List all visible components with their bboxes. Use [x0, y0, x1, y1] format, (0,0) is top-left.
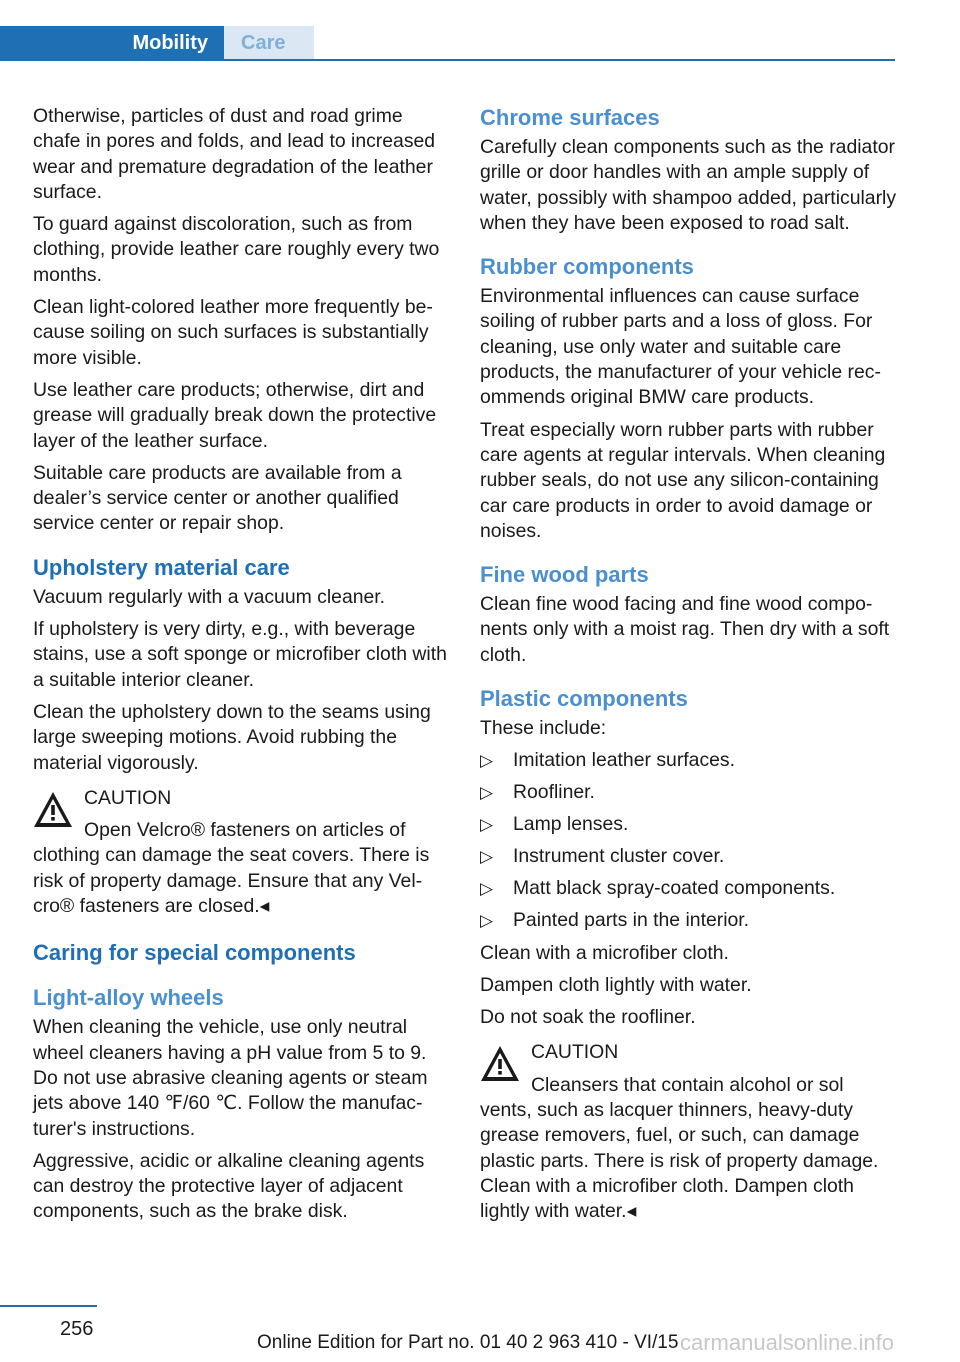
triangle-right-icon: ▷ [480, 783, 494, 803]
upholstery-paragraph-2: If upholstery is very dirty, e.g., with beverage stains, use a soft sponge or microfiber cloth with a suitable interior cleaner. [33, 618, 447, 691]
upholstery-paragraph-3: Clean the upholstery down to the seams using large sweeping motions. Avoid rubbing the material vigorously. [33, 700, 431, 774]
chrome-surfaces-heading: Chrome surfaces [480, 105, 660, 130]
list-item: ▷ Matt black spray-coated components. [480, 876, 898, 901]
list-item: ▷ Instrument cluster cover. [480, 844, 898, 869]
caution-text-line-1: Cleansers that contain alcohol or sol [531, 1073, 844, 1096]
leather-paragraph-2: To guard against discoloration, such as from clothing, provide leather care roughly every two months. [33, 213, 440, 286]
light-alloy-wheels-heading: Light-alloy wheels [33, 985, 224, 1011]
triangle-right-icon: ▷ [480, 879, 494, 899]
caution-box-cleansers [480, 1040, 898, 1224]
list-item: ▷ Roofliner. [480, 780, 898, 805]
caution-title: CAUTION [84, 786, 172, 809]
wheels-paragraph-1: When cleaning the vehicle, use only neutral wheel cleaners having a pH value from 5 to 9. Do not use abrasive cleaning agents or steam jets above 140 ℉/60 ℃. Follow the manufacturer's instructions. [33, 1016, 428, 1140]
caution-text: clothing can damage the seat covers. There is risk of property damage. Ensure that any Velcro® fasteners are closed.◂ [33, 844, 430, 918]
page-number: 256 [60, 1318, 94, 1340]
triangle-right-icon: ▷ [480, 911, 494, 931]
list-item: ▷ Imitation leather surfaces. [480, 748, 898, 773]
leather-paragraph-3: Clean light-colored leather more frequently because soiling on such surfaces is substantially more visible. [33, 296, 433, 369]
caution-box-velcro [33, 786, 451, 919]
wheels-paragraph-2: Aggressive, acidic or alkaline cleaning agents can destroy the protective layer of adjacent components, such as the brake disk. [33, 1149, 425, 1223]
rubber-paragraph-2: Treat especially worn rubber parts with rubber care agents at regular intervals. When cleaning rubber seals, do not use any silicon-containing car care products in order to avoid damage or noises. [480, 418, 886, 542]
triangle-right-icon: ▷ [480, 847, 494, 867]
fine-wood-heading: Fine wood parts [480, 562, 649, 588]
leather-paragraph-5: Suitable care products are available from a dealer’s service center or another qualified service center or repair shop. [33, 461, 402, 535]
triangle-right-icon: ▷ [480, 815, 494, 835]
triangle-right-icon: ▷ [480, 751, 494, 771]
tab-mobility[interactable]: Mobility [0, 26, 224, 61]
wood-paragraph-1: Clean fine wood facing and fine wood components only with a moist rag. Then dry with a soft cloth. [480, 593, 890, 666]
leather-paragraph-1: Otherwise, particles of dust and road grime chafe in pores and folds, and lead to increased wear and premature degradation of the leather surface. [33, 105, 436, 203]
plastic-list [480, 748, 898, 933]
warning-triangle-icon [480, 1044, 520, 1084]
plastic-components-heading: Plastic components [480, 686, 688, 712]
plastic-paragraph-1: Clean with a microfiber cloth. [480, 941, 729, 964]
plastic-paragraph-3: Do not soak the roofliner. [480, 1006, 696, 1029]
watermark: carmanualsonline.info [680, 1330, 895, 1355]
upholstery-heading: Upholstery material care [33, 554, 290, 580]
left-column [33, 104, 451, 1232]
caution-text: vents, such as lacquer thinners, heavy-duty grease removers, fuel, or such, can damage plastic parts. There is risk of property damage. Clean with a microfiber cloth. Dampen cloth lightly with water.◂ [480, 1099, 879, 1223]
upholstery-paragraph-1: Vacuum regularly with a vacuum cleaner. [33, 585, 386, 608]
list-item: ▷ Painted parts in the interior. [480, 908, 898, 933]
list-item: ▷ Lamp lenses. [480, 812, 898, 837]
header-rule [0, 59, 895, 61]
plastic-paragraph-2: Dampen cloth lightly with water. [480, 973, 752, 996]
caution-text-line-1: Open Velcro® fasteners on articles of [84, 819, 406, 842]
tab-care[interactable]: Care [224, 26, 314, 61]
rubber-paragraph-1: Environmental influences can cause surface soiling of rubber parts and a loss of gloss. For cleaning, use only water and suitable care products, the manufacturer of your vehicle recommends original BMW care products. [480, 285, 881, 409]
chapter-tabs [0, 26, 895, 62]
edition-line: Online Edition for Part no. 01 40 2 963 410 - VI/15 [257, 1332, 679, 1353]
footer-rule [0, 1305, 97, 1307]
special-components-heading: Caring for special components [33, 940, 356, 966]
chrome-paragraph-1: Carefully clean components such as the radiator grille or door handles with an ample supply of water, possibly with shampoo added, particularly when they have been exposed to road salt. [480, 136, 897, 234]
warning-triangle-icon [33, 790, 73, 830]
right-column [480, 104, 898, 1245]
rubber-components-heading: Rubber components [480, 254, 694, 280]
caution-title: CAUTION [531, 1041, 619, 1064]
leather-paragraph-4: Use leather care products; otherwise, dirt and grease will gradually break down the protective layer of the leather surface. [33, 378, 437, 452]
plastic-intro: These include: [480, 717, 607, 740]
